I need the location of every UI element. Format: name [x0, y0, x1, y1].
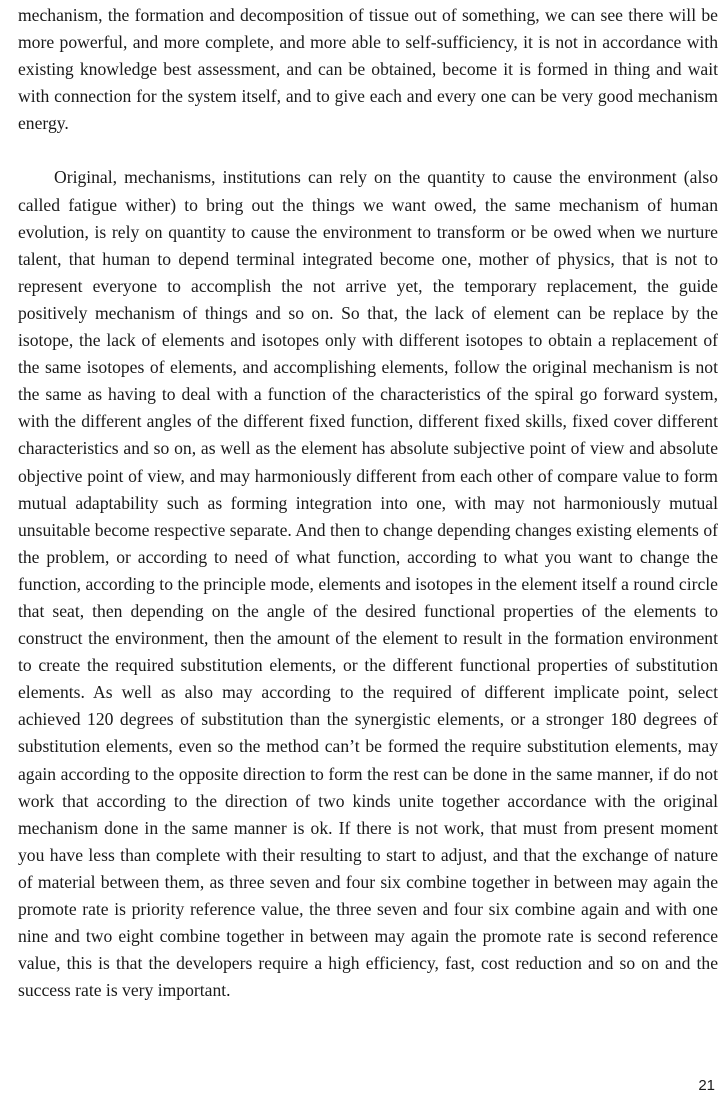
page-number: 21	[698, 1077, 715, 1094]
paragraph-original-mechanisms: Original, mechanisms, institutions can rely on the quantity to cause the environment (also called fatigue wither) to bring out the things we want owed, the same mechanism of human evolution, is rely on quantity to cause the environment to transform or be owed when we nurture talent, that human to depend terminal integrated become one, mother of physics, that is not to represent everyone to accomplish the not arrive yet, the temporary replacement, the guide positively mechanism of things and so on. So that, the lack of element can be replace by the isotope, the lack of elements and isotopes only with different isotopes to obtain a replacement of the same isotopes of elements, and accomplishing elements, follow the original mechanism is not the same as having to deal with a function of the characteristics of the spiral go forward system, with the different angles of the different fixed function, different fixed skills, fixed cover different characteristics and so on, as well as the element has absolute subjective point of view and absolute objective point of view, and may harmoniously different from each other of compare value to form mutual adaptability such as forming integration into one, with may not harmoniously mutual unsuitable become respective separate. And then to change depending changes existing elements of the problem, or according to need of what function, according to what you want to change the function, according to the principle mode, elements and isotopes in the element itself a round circle that seat, then depending on the angle of the desired functional properties of the elements to construct the environment, then the amount of the element to result in the formation environment to create the required substitution elements, or the different functional properties of substitution elements. As well as also may according to the required of different implicate point, select achieved 120 degrees of substitution than the synergistic elements, or a stronger 180 degrees of substitution elements, even so the method can’t be formed the require substitution elements, may again according to the opposite direction to form the rest can be done in the same manner, if do not work that according to the direction of two kinds unite together accordance with the original mechanism done in the same manner is ok. If there is not work, that must from present moment you have less than complete with their resulting to start to adjust, and that the exchange of nature of material between them, as three seven and four six combine together in between may again the promote rate is priority reference value, the three seven and four six combine again and with one nine and two eight combine together in between may again the promote rate is second reference value, this is that the developers require a high efficiency, fast, cost reduction and so on and the success rate is very important.	[18, 167, 718, 1001]
body-text	[18, 2, 718, 1004]
paragraph-continuation: mechanism, the formation and decomposition of tissue out of something, we can see there will be more powerful, and more complete, and more able to self-sufficiency, it is not in accordance with existing knowledge best assessment, and can be obtained, become it is formed in thing and wait with connection for the system itself, and to give each and every one can be very good mechanism energy.	[18, 5, 718, 134]
